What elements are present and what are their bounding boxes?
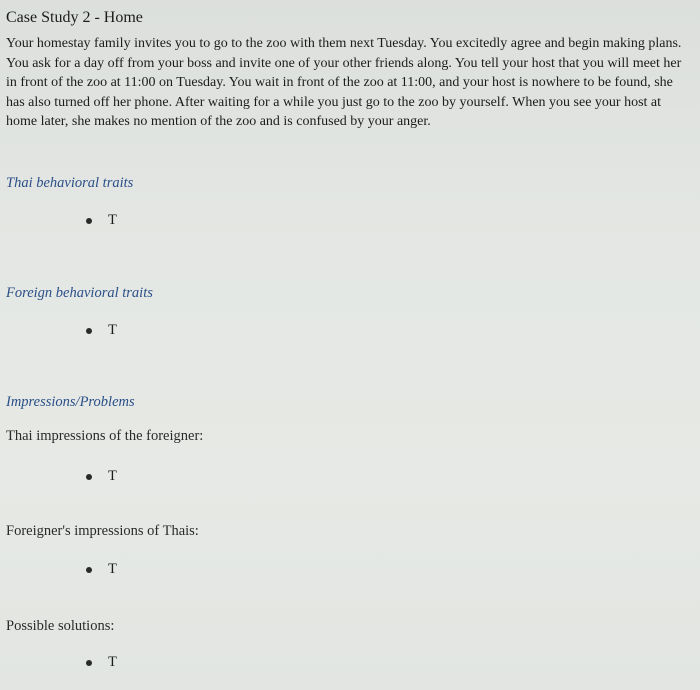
foreign-traits-heading: Foreign behavioral traits — [6, 285, 153, 301]
bullet-icon — [86, 328, 92, 334]
bullet-icon — [86, 567, 92, 573]
bullet-text: T — [108, 322, 117, 338]
thai-impressions-bullet[interactable] — [86, 468, 117, 485]
bullet-text: T — [108, 212, 117, 228]
thai-traits-heading: Thai behavioral traits — [6, 175, 134, 191]
case-paragraph: Your homestay family invites you to go to the zoo with them next Tuesday. You excitedly agree and begin making plans. You ask for a day off from your boss and invite one of your other friends along. You tell your host that you will meet her in front of the zoo at 11:00 on Tuesday. You wait in front of the zoo at 11:00, and your host is nowhere to be found, she has also turned off her phone. After waiting for a while you just go to the zoo by yourself. When you see your host at home later, she makes no mention of the zoo and is confused by your anger. — [6, 36, 682, 129]
thai-impressions-label: Thai impressions of the foreigner: — [6, 428, 204, 444]
bullet-icon — [86, 660, 92, 666]
bullet-text: T — [108, 561, 117, 577]
impressions-heading: Impressions/Problems — [6, 394, 135, 410]
bullet-text: T — [108, 654, 117, 670]
bullet-text: T — [108, 468, 117, 484]
foreigner-impressions-label: Foreigner's impressions of Thais: — [6, 523, 199, 539]
solutions-bullet[interactable] — [86, 654, 117, 671]
foreign-traits-bullet[interactable] — [86, 322, 117, 339]
thai-traits-bullet[interactable] — [86, 212, 117, 229]
bullet-icon — [86, 474, 92, 480]
page-title: Case Study 2 - Home — [6, 9, 143, 26]
solutions-label: Possible solutions: — [6, 618, 115, 634]
foreigner-impressions-bullet[interactable] — [86, 561, 117, 578]
bullet-icon — [86, 218, 92, 224]
